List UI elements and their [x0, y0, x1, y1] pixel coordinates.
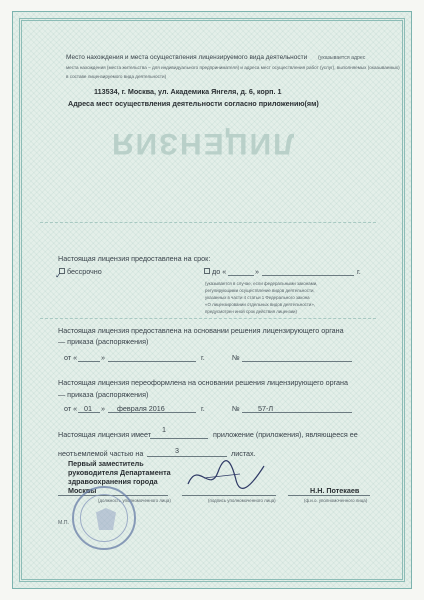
appendix-sheets: 3 — [175, 446, 179, 455]
appendix-count-line — [150, 438, 208, 439]
reissue-month-year: февраля 2016 — [117, 404, 165, 413]
section-divider — [40, 222, 376, 223]
reissue-day: 01 — [84, 404, 92, 413]
signatory-name: Н.Н. Потекаев — [310, 486, 360, 495]
appendix-prefix: Настоящая лицензия имеет — [58, 430, 152, 439]
basis-day-line — [78, 361, 100, 362]
until-close-quote: » — [255, 267, 259, 276]
until-year-suffix: г. — [357, 267, 361, 276]
handwritten-signature — [180, 454, 270, 496]
reissue-from: от « — [64, 404, 78, 413]
location-note: (указывается адрес — [318, 55, 366, 61]
basis-from: от « — [64, 353, 78, 362]
appendix-sheets-suffix: листах. — [231, 449, 256, 458]
reissue-date-line — [108, 412, 196, 413]
official-seal — [72, 486, 136, 550]
until-date-line — [262, 275, 354, 276]
section-divider — [40, 318, 376, 319]
position-caption: (должность уполномоченного лица) — [98, 498, 171, 503]
appendix-count: 1 — [162, 425, 166, 434]
until-prefix: до « — [212, 267, 227, 276]
checkmark-icon: ✓ — [55, 271, 62, 280]
until-checkbox — [204, 268, 210, 274]
basis-line-1: Настоящая лицензия предоставлена на основании решения лицензирующего органа — [58, 326, 344, 335]
appendix-part-prefix: неотъемлемой частью на — [58, 449, 144, 458]
ghost-title-showthrough: ЛИЦЕНЗИЯ — [110, 127, 295, 160]
basis-line-2: — приказа (распоряжения) — [58, 337, 149, 346]
appendix-suffix: приложение (приложения), являющееся ее — [213, 430, 358, 439]
name-caption: (ф.и.о. уполномоченного лица) — [304, 498, 368, 503]
basis-number-line — [242, 361, 352, 362]
basis-year: г. — [201, 353, 205, 362]
location-sublabel-2: в составе лицензируемого вида деятельности) — [66, 74, 167, 79]
basis-close-quote: » — [101, 353, 105, 362]
reissue-year: г. — [201, 404, 205, 413]
reissue-day-line — [78, 412, 100, 413]
until-day-line — [228, 275, 254, 276]
reissue-number-line — [242, 412, 352, 413]
name-line — [288, 495, 370, 496]
indefinite-label: бессрочно — [67, 267, 102, 276]
signatory-position: Первый заместитель руководителя Департамента здравоохранения города Москвы — [68, 459, 171, 495]
addresses-note: Адреса мест осуществления деятельности согласно приложению(ям) — [68, 99, 319, 108]
reissue-line-1: Настоящая лицензия переоформлена на основании решения лицензирующего органа — [58, 378, 348, 387]
signature-caption: (подпись уполномоченного лица) — [208, 498, 276, 503]
seal-place-label: М.П. — [58, 520, 69, 526]
reissue-close-quote: » — [101, 404, 105, 413]
basis-number-sign: № — [232, 353, 240, 362]
signature-line — [182, 495, 276, 496]
term-label: Настоящая лицензия предоставлена на срок: — [58, 254, 211, 263]
term-note: (указывается в случае, если федеральными законами, регулирующими осуществление видов деятельности, указанных в части 4 статьи 1 Федерального закона «О лицензировании отдельных видов деятельности», предусмотрен иной срок действия лицензии) — [205, 281, 318, 314]
location-sublabel-1: места нахождения (места жительства – для индивидуального предпринимателя) и адреса мест осуществления работ (услуг), выполняемых (оказываемых) — [66, 65, 400, 70]
reissue-line-2: — приказа (распоряжения) — [58, 390, 149, 399]
basis-date-line — [108, 361, 196, 362]
reissue-number: 57-Л — [258, 404, 274, 413]
coat-of-arms-icon — [96, 508, 116, 530]
location-title: Место нахождения и места осуществления лицензируемого вида деятельности — [66, 54, 308, 61]
license-address: 113534, г. Москва, ул. Академика Янгеля, д. 6, корп. 1 — [94, 87, 282, 96]
reissue-number-sign: № — [232, 404, 240, 413]
